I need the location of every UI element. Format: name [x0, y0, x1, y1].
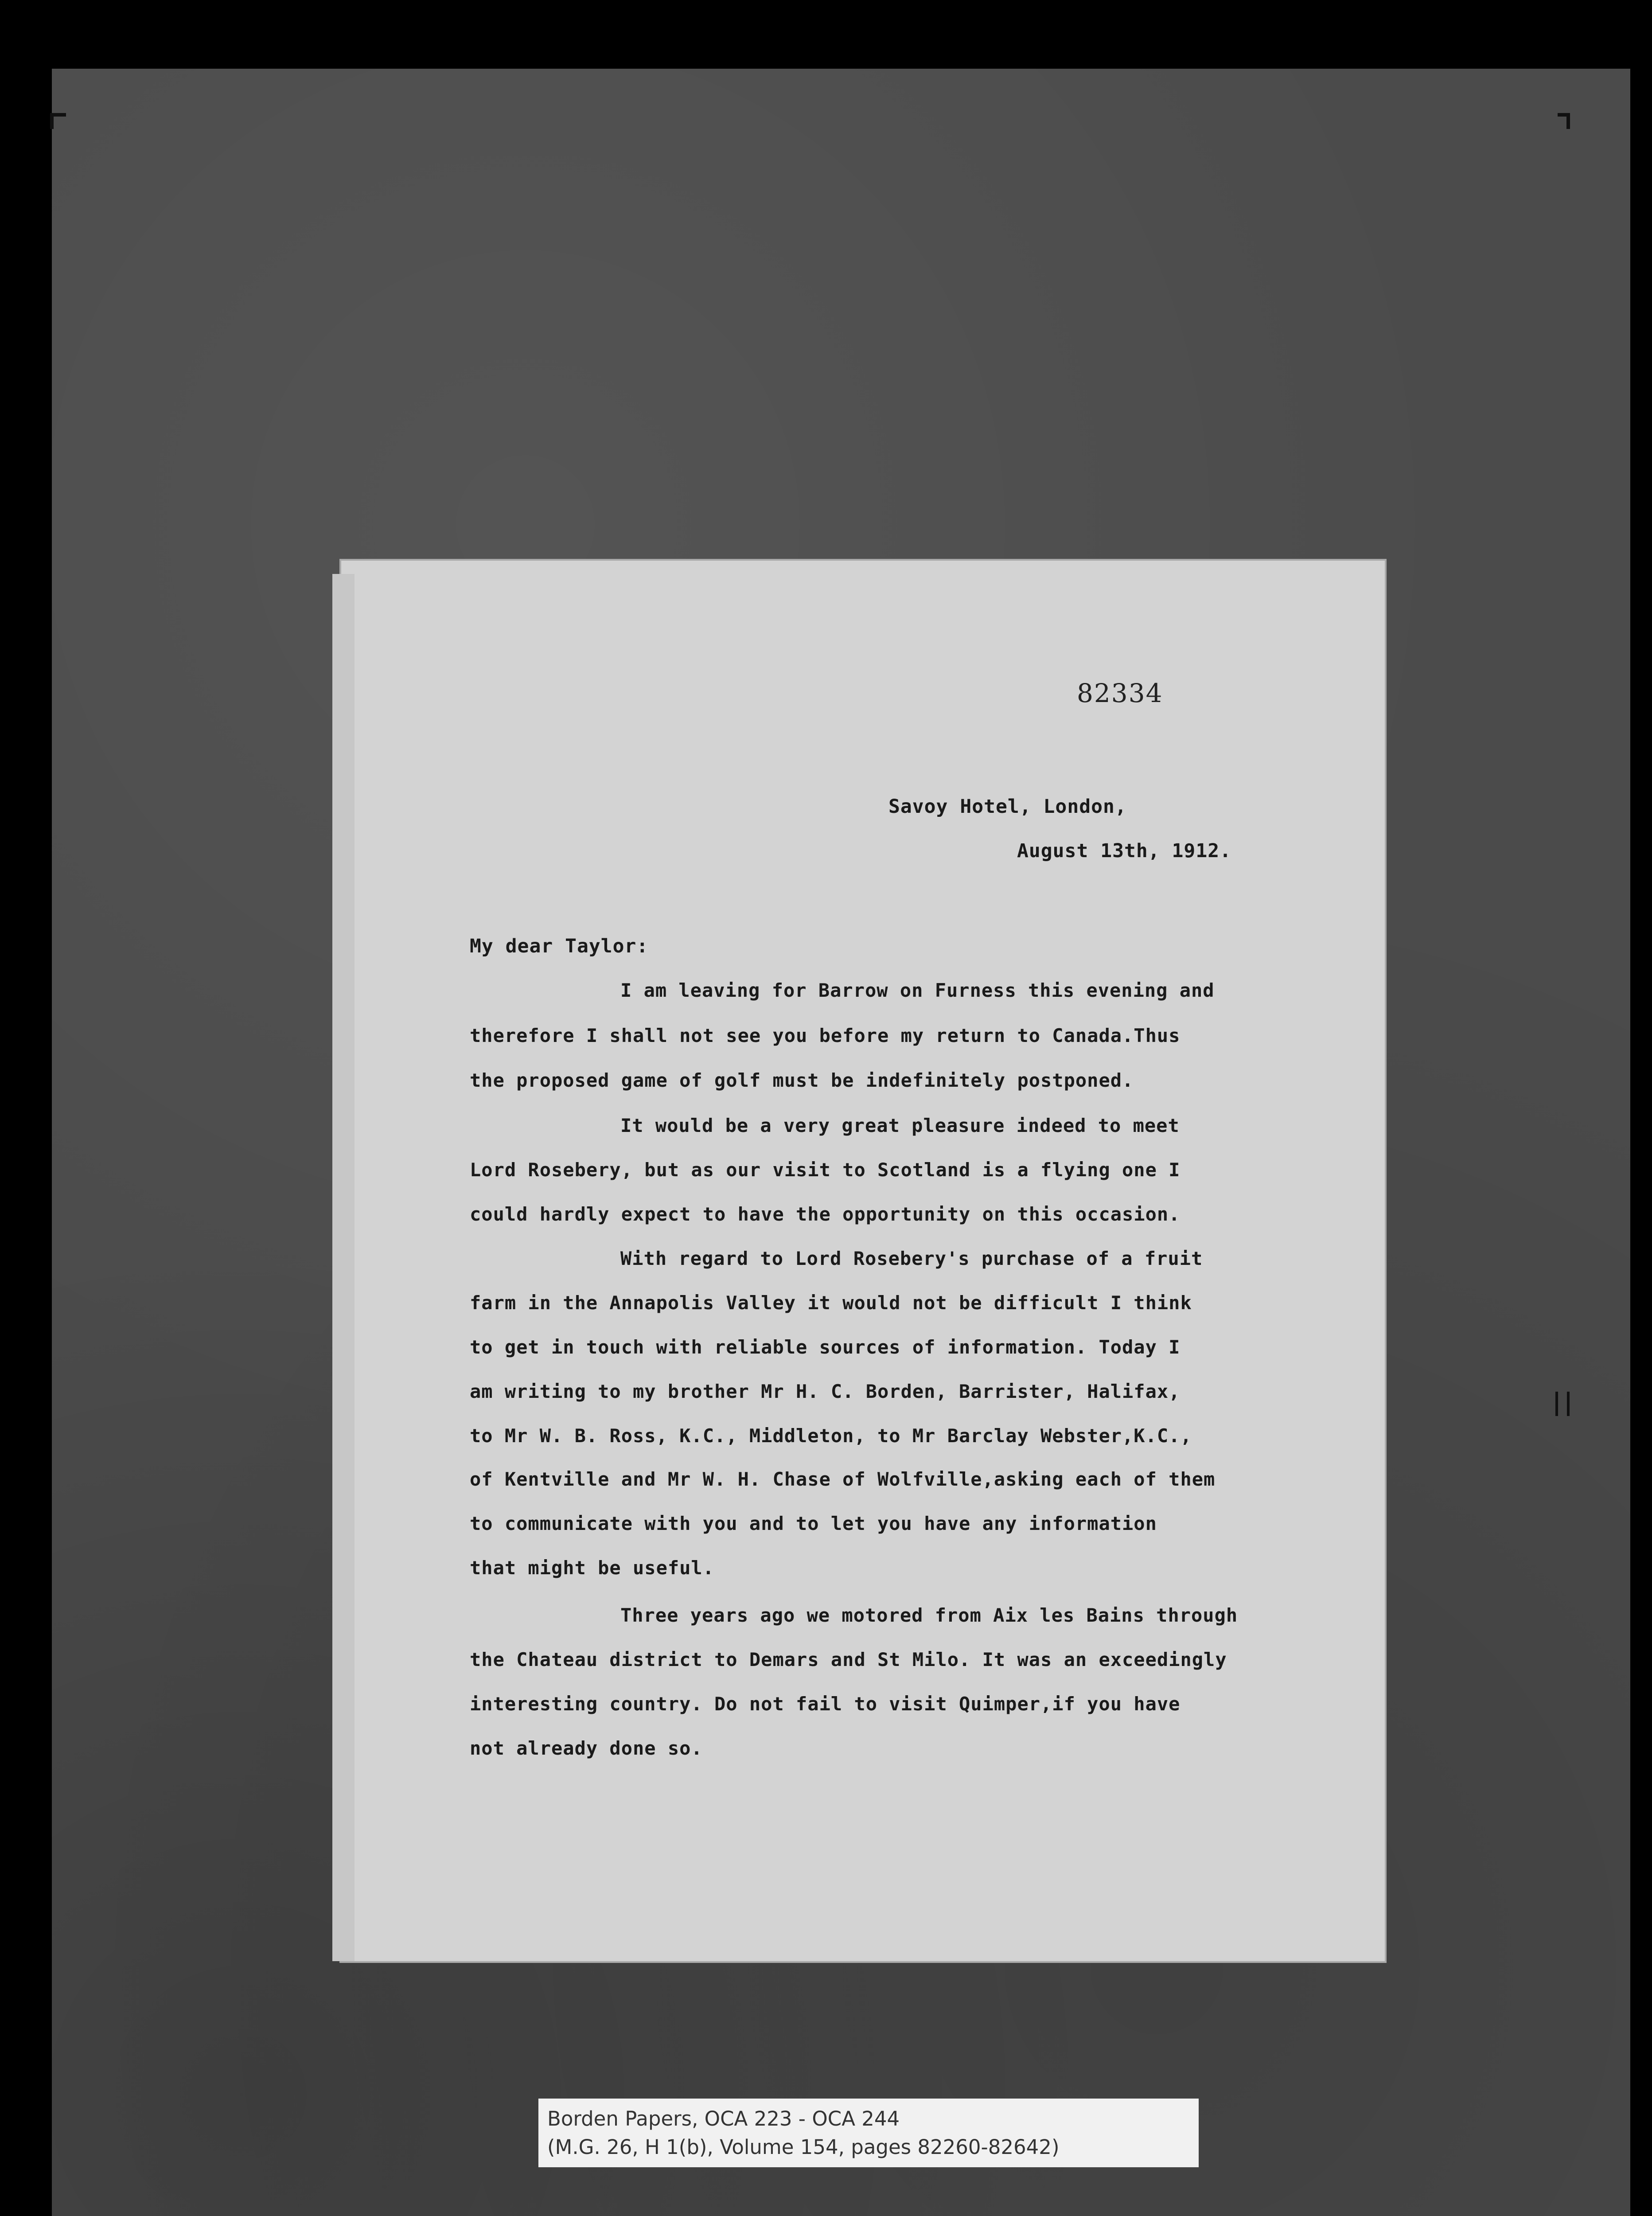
body-line: I am leaving for Barrow on Furness this evening and [620, 979, 1215, 1001]
body-line: of Kentville and Mr W. H. Chase of Wolfville,asking each of them [470, 1468, 1216, 1490]
body-line: to communicate with you and to let you have any information [470, 1513, 1157, 1534]
caption-line-1: Borden Papers, OCA 223 - OCA 244 [547, 2107, 900, 2130]
address-line: Savoy Hotel, London, [888, 796, 1127, 818]
salutation: My dear Taylor: [470, 935, 649, 957]
body-line: am writing to my brother Mr H. C. Borden, Barrister, Halifax, [470, 1381, 1181, 1402]
body-line: Three years ago we motored from Aix les Bains through [620, 1604, 1238, 1626]
letter-sheet [341, 561, 1385, 1961]
crop-mark-top-right [1558, 113, 1570, 129]
sheet-edge [332, 574, 355, 1961]
body-line: the proposed game of golf must be indefinitely postponed. [470, 1069, 1134, 1091]
body-line: could hardly expect to have the opportunity on this occasion. [470, 1203, 1181, 1225]
body-line: farm in the Annapolis Valley it would not be difficult I think [470, 1292, 1192, 1314]
body-line: the Chateau district to Demars and St Milo. It was an exceedingly [470, 1649, 1227, 1670]
film-tick-mark [1555, 1392, 1570, 1416]
body-line: therefore I shall not see you before my return to Canada.Thus [470, 1025, 1181, 1046]
body-line: to get in touch with reliable sources of information. Today I [470, 1336, 1181, 1358]
body-line: Lord Rosebery, but as our visit to Scotland is a flying one I [470, 1159, 1181, 1181]
date-line: August 13th, 1912. [1017, 840, 1231, 862]
collection-caption [538, 2099, 1199, 2167]
body-line: not already done so. [470, 1737, 703, 1759]
body-line: With regard to Lord Rosebery's purchase of a fruit [620, 1248, 1203, 1269]
page-number: 82334 [1077, 678, 1163, 708]
crop-mark-top-left [50, 113, 66, 129]
body-line: to Mr W. B. Ross, K.C., Middleton, to Mr Barclay Webster,K.C., [470, 1425, 1192, 1447]
body-line: interesting country. Do not fail to visit Quimper,if you have [470, 1693, 1181, 1715]
body-line: It would be a very great pleasure indeed to meet [620, 1115, 1180, 1136]
caption-line-2: (M.G. 26, H 1(b), Volume 154, pages 82260-82642) [547, 2135, 1060, 2159]
body-line: that might be useful. [470, 1557, 715, 1579]
